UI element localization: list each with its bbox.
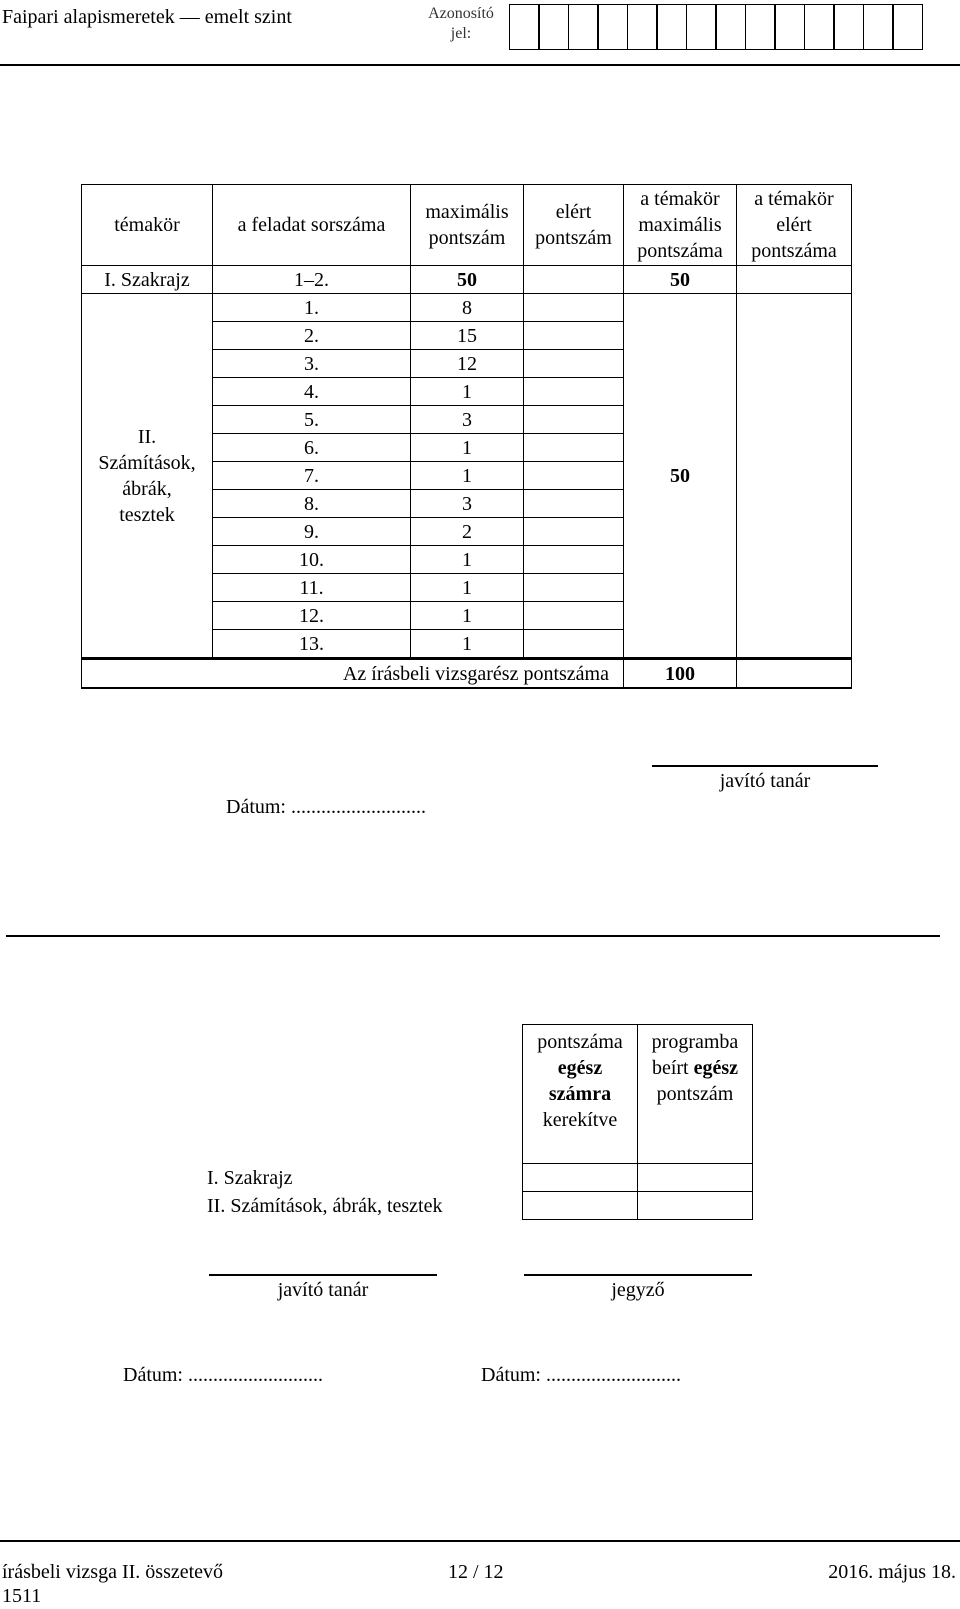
max-points: 15 — [411, 322, 524, 350]
achieved-points-cell[interactable] — [524, 518, 624, 546]
max-points: 2 — [411, 518, 524, 546]
task-number: 1–2. — [213, 266, 411, 294]
date-field[interactable]: Dátum: ........................... — [226, 796, 426, 818]
task-number: 13. — [213, 630, 411, 659]
id-box[interactable] — [627, 4, 658, 50]
score-table — [81, 184, 852, 689]
topic-max-points: 50 — [624, 294, 737, 659]
achieved-points-cell[interactable] — [524, 266, 624, 294]
rounded-score-table — [207, 1024, 753, 1220]
section-name: II. Számítások, ábrák, tesztek — [82, 294, 213, 659]
max-points: 1 — [411, 546, 524, 574]
id-box[interactable] — [538, 4, 569, 50]
id-box[interactable] — [509, 4, 540, 50]
max-points: 1 — [411, 434, 524, 462]
id-box[interactable] — [804, 4, 835, 50]
signature-role: jegyző — [611, 1279, 665, 1301]
max-points: 50 — [411, 266, 524, 294]
id-box[interactable] — [774, 4, 805, 50]
id-box[interactable] — [745, 4, 776, 50]
task-number: 11. — [213, 574, 411, 602]
achieved-points-cell[interactable] — [524, 546, 624, 574]
header-achieved-points: elért pontszám — [524, 185, 624, 266]
header-max-points: maximális pontszám — [411, 185, 524, 266]
achieved-points-cell[interactable] — [524, 490, 624, 518]
signature-line[interactable] — [652, 765, 878, 767]
header-temakor: témakör — [82, 185, 213, 266]
achieved-points-cell[interactable] — [524, 294, 624, 322]
task-number: 2. — [213, 322, 411, 350]
id-box[interactable] — [833, 4, 864, 50]
rounded-points-cell[interactable] — [523, 1192, 638, 1220]
header-program-points: programba beírt egész pontszám — [638, 1025, 753, 1164]
table-row — [207, 1192, 753, 1220]
total-label: Az írásbeli vizsgarész pontszáma — [82, 659, 624, 689]
id-box[interactable] — [686, 4, 717, 50]
program-points-cell[interactable] — [638, 1192, 753, 1220]
task-number: 4. — [213, 378, 411, 406]
achieved-points-cell[interactable] — [524, 630, 624, 659]
id-box[interactable] — [656, 4, 687, 50]
section-name: I. Szakrajz — [82, 266, 213, 294]
achieved-points-cell[interactable] — [524, 434, 624, 462]
footer-code: 1511 — [2, 1585, 42, 1607]
task-number: 3. — [213, 350, 411, 378]
row-label: II. Számítások, ábrák, tesztek — [207, 1194, 443, 1217]
footer-date: 2016. május 18. — [828, 1561, 956, 1583]
rounded-points-cell[interactable] — [523, 1164, 638, 1192]
table-header-row — [207, 1025, 753, 1164]
table-row — [82, 266, 852, 294]
achieved-points-cell[interactable] — [524, 322, 624, 350]
achieved-points-cell[interactable] — [524, 406, 624, 434]
header-topic-achieved: a témakör elért pontszáma — [737, 185, 852, 266]
header-rounded-points: pontszáma egész számra kerekítve — [523, 1025, 638, 1164]
max-points: 1 — [411, 574, 524, 602]
id-box[interactable] — [597, 4, 628, 50]
topic-achieved-cell[interactable] — [737, 294, 852, 659]
id-box[interactable] — [568, 4, 599, 50]
section-divider — [6, 935, 940, 937]
achieved-points-cell[interactable] — [524, 350, 624, 378]
achieved-points-cell[interactable] — [524, 462, 624, 490]
program-points-cell[interactable] — [638, 1164, 753, 1192]
id-box[interactable] — [715, 4, 746, 50]
task-number: 1. — [213, 294, 411, 322]
total-max: 100 — [624, 659, 737, 689]
signature-role: javító tanár — [719, 770, 811, 792]
footer-divider — [0, 1540, 960, 1542]
max-points: 3 — [411, 406, 524, 434]
task-number: 7. — [213, 462, 411, 490]
task-number: 8. — [213, 490, 411, 518]
header-divider — [0, 64, 960, 66]
page-number: 12 / 12 — [448, 1561, 504, 1583]
max-points: 1 — [411, 630, 524, 659]
task-number: 6. — [213, 434, 411, 462]
id-box[interactable] — [863, 4, 894, 50]
table-header-row — [82, 185, 852, 266]
header-task-number: a feladat sorszáma — [213, 185, 411, 266]
header-topic-max: a témakör maximális pontszáma — [624, 185, 737, 266]
id-label: Azonosító jel: — [428, 5, 494, 42]
topic-max-points: 50 — [624, 266, 737, 294]
max-points: 8 — [411, 294, 524, 322]
max-points: 1 — [411, 378, 524, 406]
id-box[interactable] — [892, 4, 923, 50]
achieved-points-cell[interactable] — [524, 602, 624, 630]
row-label: I. Szakrajz — [207, 1166, 293, 1189]
footer-exam-part: írásbeli vizsga II. összetevő — [2, 1561, 224, 1583]
document-title: Faipari alapismeretek — emelt szint — [2, 6, 292, 28]
signature-line[interactable] — [524, 1274, 752, 1276]
task-number: 12. — [213, 602, 411, 630]
signature-line[interactable] — [209, 1274, 437, 1276]
table-row — [207, 1164, 753, 1192]
max-points: 3 — [411, 490, 524, 518]
max-points: 1 — [411, 602, 524, 630]
date-field[interactable]: Dátum: ........................... — [481, 1364, 681, 1386]
achieved-points-cell[interactable] — [524, 378, 624, 406]
total-row — [82, 659, 852, 689]
max-points: 1 — [411, 462, 524, 490]
total-achieved-cell[interactable] — [737, 659, 852, 689]
date-field[interactable]: Dátum: ........................... — [123, 1364, 323, 1386]
task-number: 9. — [213, 518, 411, 546]
id-code-boxes[interactable] — [510, 4, 923, 50]
topic-achieved-cell[interactable] — [737, 266, 852, 294]
max-points: 12 — [411, 350, 524, 378]
achieved-points-cell[interactable] — [524, 574, 624, 602]
task-number: 5. — [213, 406, 411, 434]
signature-role: javító tanár — [277, 1279, 369, 1301]
task-number: 10. — [213, 546, 411, 574]
table-row — [82, 294, 852, 322]
